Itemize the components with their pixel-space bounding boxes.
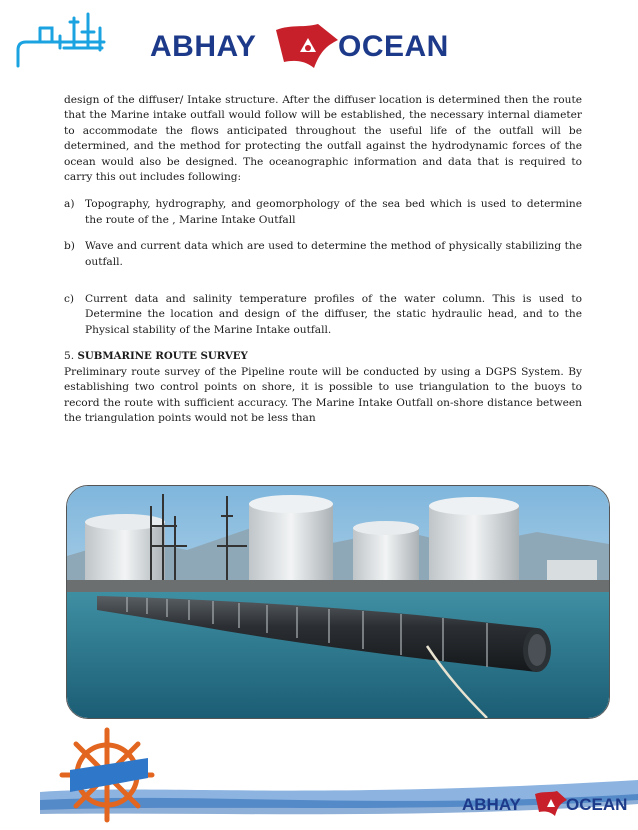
list-item: [64, 197, 582, 228]
footer-brand-right: OCEAN: [566, 795, 628, 814]
section-number: 5.: [64, 350, 75, 363]
red-flag-anchor-icon: [274, 22, 340, 72]
pipeline-crane-icon: [12, 8, 108, 68]
ship-wheel-icon: [52, 720, 162, 826]
list-item-text: Current data and salinity temperature profiles of the water column. This is used to Determine the location and design of the diffuser, the static hydraulic head, and to the Physical stability of the Marine Intake outfall.: [85, 293, 582, 336]
brand-left-text: ABHAY: [150, 30, 257, 63]
list-item: [64, 292, 582, 338]
list-marker: b): [64, 240, 75, 253]
list-item-text: Topography, hydrography, and geomorphology of the sea bed which is used to determine the route of the , Marine Intake Outfall: [85, 198, 582, 226]
brand-right-text: OCEAN: [338, 30, 449, 63]
section-paragraph: Preliminary route survey of the Pipeline route will be conducted by using a DGPS System. By establishing two control points on shore, it is possible to use triangulation to the buoys to record the route with sufficient accuracy. The Marine Intake Outfall on-shore distance between the triangulation points would not be less than: [64, 365, 582, 424]
list-item: [64, 239, 582, 270]
document-body: [64, 93, 582, 426]
footer-brand-logo: [462, 790, 632, 822]
list-marker: a): [64, 198, 75, 211]
floating-pipeline-photo: [66, 485, 610, 719]
list-item-text: Wave and current data which are used to determine the method of physically stabilizing the outfall.: [85, 240, 582, 268]
footer-brand-left: ABHAY: [462, 795, 521, 814]
section-heading: [64, 349, 582, 364]
requirements-list: [64, 197, 582, 338]
footer-flag-icon: [534, 790, 568, 818]
section-title: SUBMARINE ROUTE SURVEY: [77, 350, 248, 363]
list-marker: c): [64, 293, 75, 306]
intro-paragraph: design of the diffuser/ Intake structure. After the diffuser location is determined then the route that the Marine intake outfall would follow will be established, the necessary internal diameter to accommodate the flows anticipated throughout the useful life of the outfall will be determined, and the method for protecting the outfall against the hydrodynamic forces of the ocean would also be designed. The oceanographic information and data that is required to carry this out includes following:: [64, 94, 582, 184]
